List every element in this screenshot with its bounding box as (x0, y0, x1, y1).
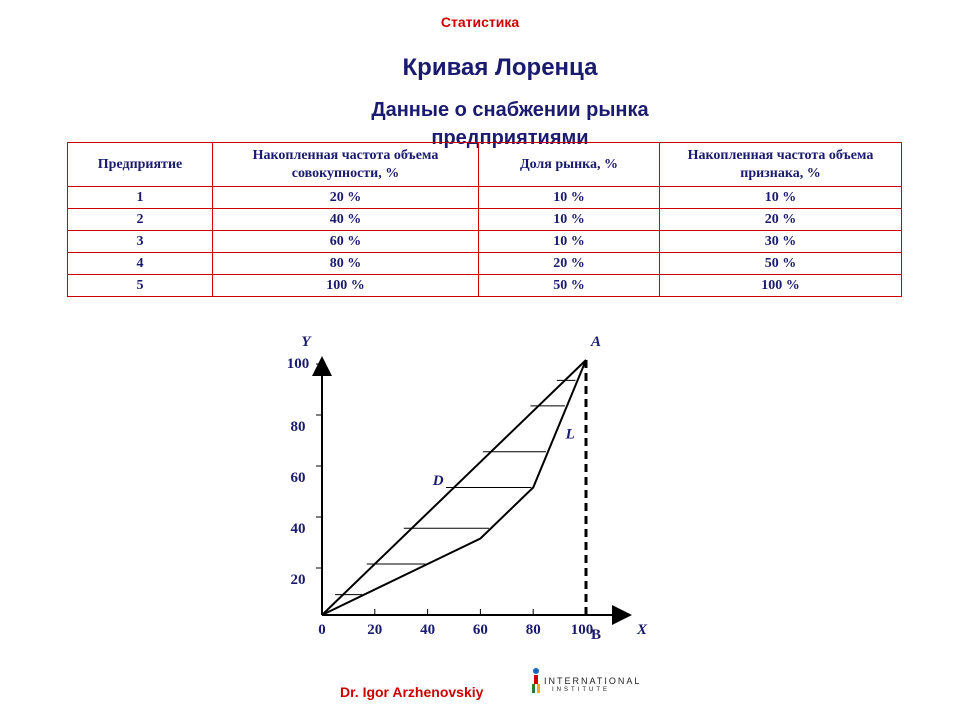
table-row (68, 231, 902, 253)
series-l-label: L (565, 426, 575, 443)
table-cell: 10 % (479, 209, 660, 231)
slide-title: Кривая Лоренца (402, 54, 598, 81)
y-tick-label: 20 (290, 572, 306, 588)
table-cell: 20 % (479, 253, 660, 275)
table-cell: 100 % (660, 275, 902, 297)
table-cell: 100 % (213, 275, 479, 297)
table-cell: 80 % (213, 253, 479, 275)
table-cell: 5 (68, 275, 213, 297)
header-cum-population: Накопленная частота объема совокупности, % (213, 143, 479, 187)
logo-figure-icon (528, 666, 544, 702)
table-cell: 10 % (479, 187, 660, 209)
table-row (68, 275, 902, 297)
x-tick-label: 100 (570, 622, 594, 638)
author-name: Dr. Igor Arzhenovskiy (340, 684, 484, 700)
y-tick-label: 80 (290, 419, 306, 435)
header-cum-attribute: Накопленная частота объема признака, % (660, 143, 902, 187)
x-tick-label: 0 (318, 622, 326, 638)
x-tick-label: 20 (367, 622, 383, 638)
equality-line (322, 360, 586, 615)
table-cell: 50 % (660, 253, 902, 275)
table-cell: 1 (68, 187, 213, 209)
table-header-row (68, 143, 902, 187)
data-table (67, 142, 902, 297)
logo-line1: INTERNATIONAL (544, 676, 642, 686)
table-cell: 4 (68, 253, 213, 275)
y-tick-label: 100 (286, 356, 310, 372)
table-row (68, 187, 902, 209)
table-cell: 20 % (213, 187, 479, 209)
point-b-label: B (590, 627, 602, 643)
lorenz-chart (270, 320, 670, 660)
institute-logo (528, 664, 642, 704)
table-cell: 20 % (660, 209, 902, 231)
table-cell: 10 % (479, 231, 660, 253)
table-row (68, 253, 902, 275)
header-label: Статистика (440, 14, 520, 30)
y-tick-label: 40 (290, 521, 306, 537)
x-tick-label: 40 (420, 622, 436, 638)
table-cell: 60 % (213, 231, 479, 253)
header-market-share: Доля рынка, % (479, 143, 660, 187)
table-cell: 2 (68, 209, 213, 231)
x-tick-label: 80 (525, 622, 541, 638)
series-d-label: D (432, 472, 444, 489)
table-cell: 3 (68, 231, 213, 253)
x-tick-label: 60 (472, 622, 488, 638)
slide-subtitle: Данные о снабжении рынка предприятиями (371, 99, 649, 149)
table-cell: 10 % (660, 187, 902, 209)
point-a-label: A (590, 334, 602, 350)
x-axis-label: X (636, 622, 648, 638)
table-cell: 40 % (213, 209, 479, 231)
y-axis-label: Y (301, 334, 311, 350)
logo-line2: INSTITUTE (552, 687, 610, 693)
y-tick-label: 60 (290, 470, 306, 486)
table-row (68, 209, 902, 231)
table-cell: 50 % (479, 275, 660, 297)
header-enterprise: Предприятие (68, 143, 213, 187)
table-cell: 30 % (660, 231, 902, 253)
